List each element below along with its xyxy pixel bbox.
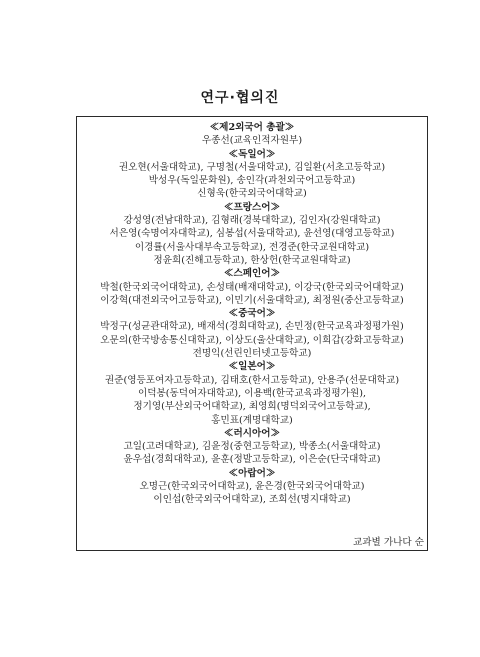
member-line: 서은영(숙명여자대학교), 심봉섭(서울대학교), 윤선영(대영고등학교) [109,228,395,240]
page-title: 연구·협의진 [200,90,280,106]
section-heading: ≪프랑스어≫ [223,201,281,213]
member-line: 윤우섭(경희대학교), 윤훈(정발고등학교), 이은순(단국대학교) [123,454,381,466]
section-heading: ≪제2외국어 총괄≫ [209,122,295,133]
member-line: 전명익(선린인터넷고등학교) [192,348,312,360]
section-heading: ≪스페인어≫ [223,268,281,280]
member-line: 박성우(독일문화원), 송인각(과천외국어고등학교) [148,175,356,187]
member-line: 정기영(부산외국어대학교), 최영희(명덕외국어고등학교), [133,401,371,413]
section-heading: ≪러시아어≫ [223,427,281,439]
member-line: 이경률(서울사대부속고등학교), 전경준(한국교원대학교) [134,241,370,253]
member-line: 정윤희(진해고등학교), 한상헌(한국교원대학교) [153,254,351,266]
member-line: 권오현(서울대학교), 구명철(서울대학교), 김일환(서초고등학교) [118,161,386,173]
member-line: 신형욱(한국외국어대학교) [197,188,307,200]
section-heading: ≪독일어≫ [228,148,276,160]
member-line: 고일(고려대학교), 김윤정(중현고등학교), 박종소(서울대학교) [123,441,381,453]
member-line: 박철(한국외국어대학교), 손성태(배재대학교), 이강국(한국외국어대학교) [100,281,404,293]
member-line: 이강혁(대전외국어고등학교), 이민기(서울대학교), 최정원(중산고등학교) [100,294,404,306]
member-line: 권준(영등포여자고등학교), 김태호(한서고등학교), 안용주(선문대학교) [104,374,400,386]
member-line: 오명근(한국외국어대학교), 윤은경(한국외국어대학교) [139,481,365,493]
member-line: 박정구(성균관대학교), 배재석(경희대학교), 손민정(한국교육과정평가원) [100,321,404,333]
member-line: 이인섭(한국외국어대학교), 조희선(명지대학교) [153,494,351,506]
committee-list [76,121,428,507]
member-line: 이덕봉(동덕여자대학교), 이용백(한국교육과정평가원), [137,387,366,399]
member-line: 강성영(전남대학교), 김형래(경북대학교), 김인자(강원대학교) [123,215,381,227]
section-heading: ≪일본어≫ [228,361,276,373]
section-heading: ≪아랍어≫ [228,467,276,479]
section-heading: ≪중국어≫ [228,308,276,320]
member-line: 홍민표(계명대학교) [211,414,293,426]
member-line: 오문의(한국방송통신대학교), 이상도(울산대학교), 이희갑(강화고등학교) [100,334,404,346]
sort-note: 교과별 가나다 순 [353,537,424,548]
member-line: 우종선(교육인적자원부) [201,135,303,147]
